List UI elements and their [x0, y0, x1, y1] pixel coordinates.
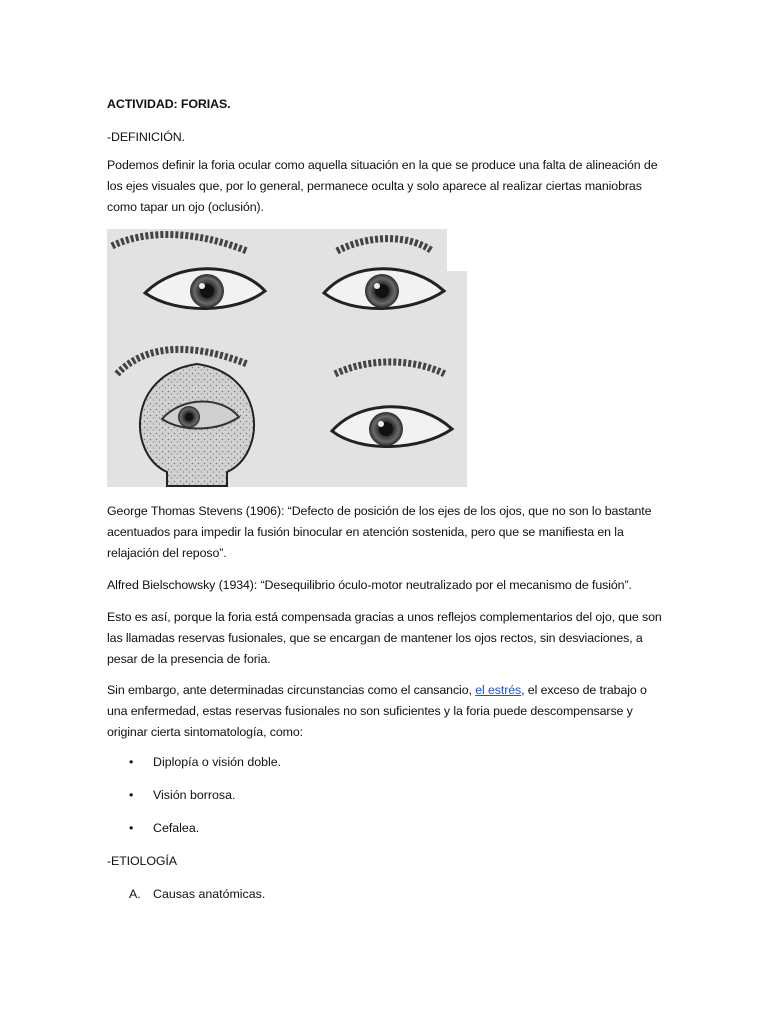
- document-title: ACTIVIDAD: FORIAS.: [107, 97, 231, 111]
- list-marker: A.: [129, 887, 141, 901]
- symptom-text: Diplopía o visión doble.: [153, 755, 282, 769]
- decompensation-text-before: Sin embargo, ante determinadas circunstancias como el cansancio,: [107, 683, 476, 697]
- link-el-estres[interactable]: el estrés: [475, 683, 522, 697]
- symptom-text: Cefalea.: [153, 821, 200, 835]
- bullet-icon: •: [129, 788, 134, 802]
- decompensation-text-after: , el exceso de trabajo o una enfermedad, estas reservas fusionales no son suficientes y la foria puede descompensarse y originar cierta sintomatología, como:: [107, 683, 647, 739]
- definition-paragraph: Podemos definir la foria ocular como aquella situación en la que se produce una falta de alineación de los ejes visuales que, por lo general, permanece oculta y solo aparece al realizar ciertas maniobras como tapar un ojo (oclusión).: [107, 158, 658, 214]
- quote-stevens: George Thomas Stevens (1906): “Defecto de posición de los ejes de los ojos, que no son lo bastante acentuados para impedir la fusión binocular en atención sostenida, pero que se manifiesta en la relajación del reposo”.: [107, 504, 652, 560]
- section-heading-etiologia: -ETIOLOGÍA: [107, 854, 177, 868]
- cause-text: Causas anatómicas.: [153, 887, 266, 901]
- compensation-paragraph: Esto es así, porque la foria está compensada gracias a unos reflejos complementarios del ojo, que son las llamadas reservas fusionales, que se encargan de mantener los ojos rectos, sin desviaciones, a pesar de la presencia de foria.: [107, 610, 662, 666]
- bullet-icon: •: [129, 821, 134, 835]
- bullet-icon: •: [129, 755, 134, 769]
- quote-bielschowsky: Alfred Bielschowsky (1934): “Desequilibrio óculo-motor neutralizado por el mecanismo de fusión”.: [107, 578, 632, 592]
- section-heading-definicion: -DEFINICIÓN.: [107, 130, 185, 144]
- eyes-illustration: [107, 229, 467, 487]
- decompensation-paragraph: [107, 680, 667, 743]
- symptom-text: Visión borrosa.: [153, 788, 236, 802]
